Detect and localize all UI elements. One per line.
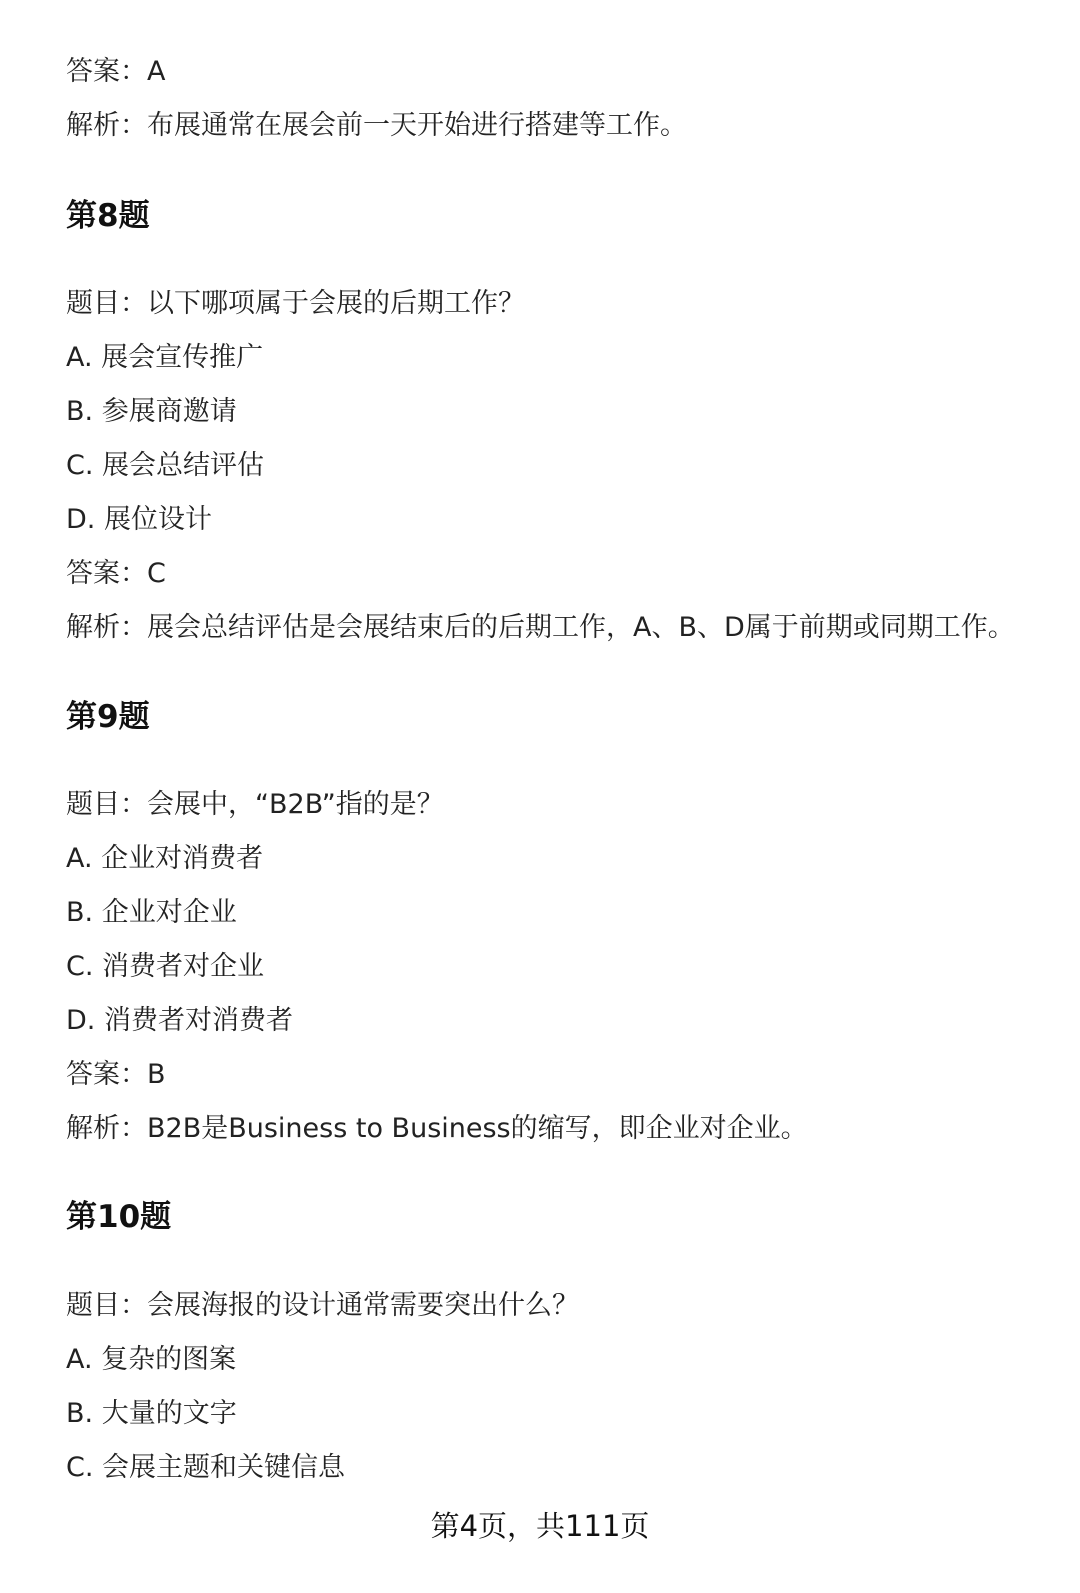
q8-explanation: 解析：展会总结评估是会展结束后的后期工作，A、B、D属于前期或同期工作。 bbox=[66, 612, 1015, 643]
q10-option-c: C. 会展主题和关键信息 bbox=[66, 1452, 346, 1483]
q9-option-c: C. 消费者对企业 bbox=[66, 951, 265, 982]
q9-heading: 第9题 bbox=[66, 699, 150, 735]
q9-explanation: 解析：B2B是Business to Business的缩写，即企业对企业。 bbox=[66, 1113, 808, 1144]
q8-answer: 答案：C bbox=[66, 558, 166, 589]
q9-option-a: A. 企业对消费者 bbox=[66, 843, 264, 874]
q10-heading: 第10题 bbox=[66, 1199, 172, 1235]
q9-answer: 答案：B bbox=[66, 1059, 166, 1090]
q8-option-c: C. 展会总结评估 bbox=[66, 450, 265, 481]
q7-answer: 答案：A bbox=[66, 56, 166, 87]
q9-question: 题目：会展中，“B2B”指的是？ bbox=[66, 789, 444, 820]
q8-option-a: A. 展会宣传推广 bbox=[66, 342, 264, 373]
q8-heading: 第8题 bbox=[66, 198, 150, 234]
q10-option-a: A. 复杂的图案 bbox=[66, 1344, 237, 1375]
q8-option-b: B. 参展商邀请 bbox=[66, 396, 237, 427]
q8-question: 题目：以下哪项属于会展的后期工作？ bbox=[66, 288, 525, 319]
page-number: 第4页，共111页 bbox=[430, 1509, 650, 1543]
q10-question: 题目：会展海报的设计通常需要突出什么？ bbox=[66, 1290, 579, 1321]
q9-option-b: B. 企业对企业 bbox=[66, 897, 237, 928]
q7-explanation: 解析：布展通常在展会前一天开始进行搭建等工作。 bbox=[66, 110, 687, 141]
q10-option-b: B. 大量的文字 bbox=[66, 1398, 237, 1429]
q8-option-d: D. 展位设计 bbox=[66, 504, 212, 535]
q9-option-d: D. 消费者对消费者 bbox=[66, 1005, 293, 1036]
